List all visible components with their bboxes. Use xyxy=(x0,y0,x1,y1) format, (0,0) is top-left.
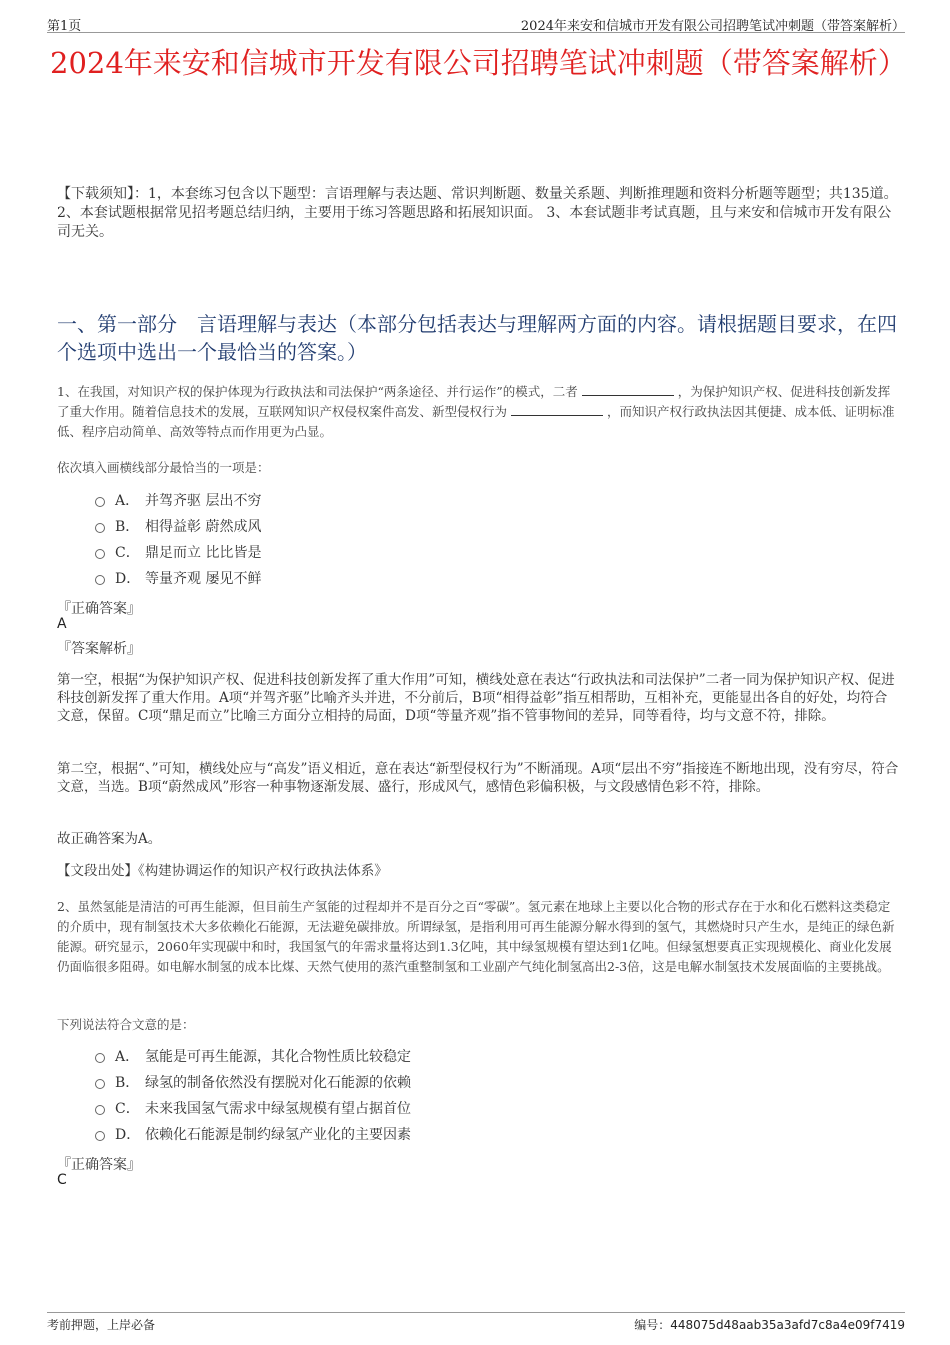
section-title: 一、第一部分 言语理解与表达（本部分包括表达与理解两方面的内容。请根据题目要求，在四个选项中选出一个最恰当的答案。） xyxy=(57,312,897,364)
q1-text-part-b: ，为保护知识产权、促进科技创新发挥了重大作用。随着信息技术的发展，互联网知识产权侵权案件高发、新型侵权行为 xyxy=(57,384,891,419)
q1-answer-label: 『正确答案』 xyxy=(57,601,141,617)
radio-icon[interactable] xyxy=(95,575,105,585)
page-header xyxy=(47,14,905,33)
question-2-text: 2、虽然氢能是清洁的可再生能源，但目前生产氢能的过程却并不是百分之百“零碳”。氢元素在地球上主要以化合物的形式存在于水和化石燃料这类稳定的介质中，现有制氢技术大多依赖化石能源，无法避免碳排放。所谓绿氢，是指利用可再生能源分解水得到的氢气，其燃烧时只产生水，是纯正的绿色新能源。研究显示，2060年实现碳中和时，我国氢气的年需求量将达到1.3亿吨，其中绿氢规模有望达到1亿吨。但绿氢想要真正实现规模化、商业化发展仍面临很多阻碍。如电解水制氢的成本比煤、天然气使用的蒸汽重整制氢和工业副产气纯化制氢高出2-3倍，这是电解水制氢技术发展面临的主要挑战。 xyxy=(57,899,895,974)
question-2-prompt: 下列说法符合文意的是： xyxy=(57,1017,195,1032)
q1-option-d[interactable] xyxy=(95,565,900,591)
radio-icon[interactable] xyxy=(95,1053,105,1063)
radio-icon[interactable] xyxy=(95,549,105,559)
q1-text-part-c: ，而知识产权行政执法因其便捷、成本低、证明标准低、程序启动简单、高效等特点而作用更为凸显。 xyxy=(57,404,895,439)
radio-icon[interactable] xyxy=(95,1079,105,1089)
q1-analysis-paragraph-2: 第二空，根据“、”可知，横线处应与“高发”语义相近，意在表达“新型侵权行为”不断涌现。A项“层出不穷”指接连不断地出现，没有穷尽，符合文意，当选。B项“蔚然成风”形容一种事物逐渐发展、盛行，形成风气，感情色彩偏积极，与文段感情色彩不符，排除。 xyxy=(57,761,899,795)
option-letter: B． xyxy=(115,1075,140,1091)
q1-analysis-label: 『答案解析』 xyxy=(57,641,141,657)
q1-answer-value: A xyxy=(57,616,67,632)
footer-code-label: 编号： xyxy=(634,1318,671,1332)
option-text: 等量齐观 屡见不鲜 xyxy=(145,571,262,587)
option-text: 相得益彰 蔚然成风 xyxy=(145,519,262,535)
q1-option-c[interactable] xyxy=(95,539,900,565)
option-text: 氢能是可再生能源，其化合物性质比较稳定 xyxy=(145,1049,411,1065)
question-1-prompt: 依次填入画横线部分最恰当的一项是： xyxy=(57,460,270,475)
q2-option-b[interactable] xyxy=(95,1069,900,1095)
radio-icon[interactable] xyxy=(95,1131,105,1141)
footer-code xyxy=(634,1316,905,1333)
radio-icon[interactable] xyxy=(95,497,105,507)
q1-conclusion: 故正确答案为A。 xyxy=(57,831,162,847)
q1-text-part-a: 1、在我国，对知识产权的保护体现为行政执法和司法保护“两条途径、并行运作”的模式，二者 xyxy=(57,384,578,399)
page-footer xyxy=(47,1312,905,1332)
option-letter: A． xyxy=(115,1049,140,1065)
option-text: 鼎足而立 比比皆是 xyxy=(145,545,262,561)
q2-option-d[interactable] xyxy=(95,1121,900,1147)
question-2-options xyxy=(95,1043,900,1147)
q1-source: 【文段出处】《构建协调运作的知识产权行政执法体系》 xyxy=(57,863,388,879)
radio-icon[interactable] xyxy=(95,523,105,533)
option-letter: B． xyxy=(115,519,140,535)
option-letter: D． xyxy=(115,571,141,587)
blank-1 xyxy=(582,382,674,396)
q1-analysis-paragraph-1: 第一空，根据“为保护知识产权、促进科技创新发挥了重大作用”可知，横线处意在表达“行政执法和司法保护”二者一同为保护知识产权、促进科技创新发挥了重大作用。A项“并驾齐驱”比喻齐头并进，不分前后，B项“相得益彰”指互相帮助，互相补充，更能显出各自的好处，均符合文意，保留。C项“鼎足而立”比喻三方面分立相持的局面，D项“等量齐观”指不管事物间的差异，同等看待，均与文意不符，排除。 xyxy=(57,672,895,724)
document-title: 2024年来安和信城市开发有限公司招聘笔试冲刺题（带答案解析） xyxy=(50,46,907,80)
question-1-text xyxy=(57,382,900,442)
q1-option-b[interactable] xyxy=(95,513,900,539)
q1-option-a[interactable] xyxy=(95,487,900,513)
q2-option-a[interactable] xyxy=(95,1043,900,1069)
option-text: 绿氢的制备依然没有摆脱对化石能源的依赖 xyxy=(145,1075,411,1091)
q2-answer-value: C xyxy=(57,1172,67,1188)
header-doc-title: 2024年来安和信城市开发有限公司招聘笔试冲刺题（带答案解析） xyxy=(520,19,905,34)
question-1-options xyxy=(95,487,900,591)
option-letter: C． xyxy=(115,1101,140,1117)
radio-icon[interactable] xyxy=(95,1105,105,1115)
download-notice: 【下载须知】：1，本套练习包含以下题型：言语理解与表达题、常识判断题、数量关系题、判断推理题和资料分析题等题型；共135道。 2、本套试题根据常见招考题总结归纳，主要用于练习答题思路和拓展知识面。 3、本套试题非考试真题，且与来安和信城市开发有限公司无关。 xyxy=(57,186,898,240)
option-text: 依赖化石能源是制约绿氢产业化的主要因素 xyxy=(145,1127,411,1143)
blank-2 xyxy=(511,402,603,416)
option-letter: C． xyxy=(115,545,140,561)
option-text: 并驾齐驱 层出不穷 xyxy=(145,493,262,509)
option-letter: D． xyxy=(115,1127,141,1143)
q2-answer-label: 『正确答案』 xyxy=(57,1157,141,1173)
option-text: 未来我国氢气需求中绿氢规模有望占据首位 xyxy=(145,1101,411,1117)
page-number: 第1页 xyxy=(47,19,82,34)
option-letter: A． xyxy=(115,493,140,509)
footer-slogan: 考前押题，上岸必备 xyxy=(47,1318,156,1332)
q2-option-c[interactable] xyxy=(95,1095,900,1121)
question-1 xyxy=(57,382,900,442)
footer-code-value: 448075d48aab35a3afd7c8a4e09f7419 xyxy=(670,1318,905,1332)
